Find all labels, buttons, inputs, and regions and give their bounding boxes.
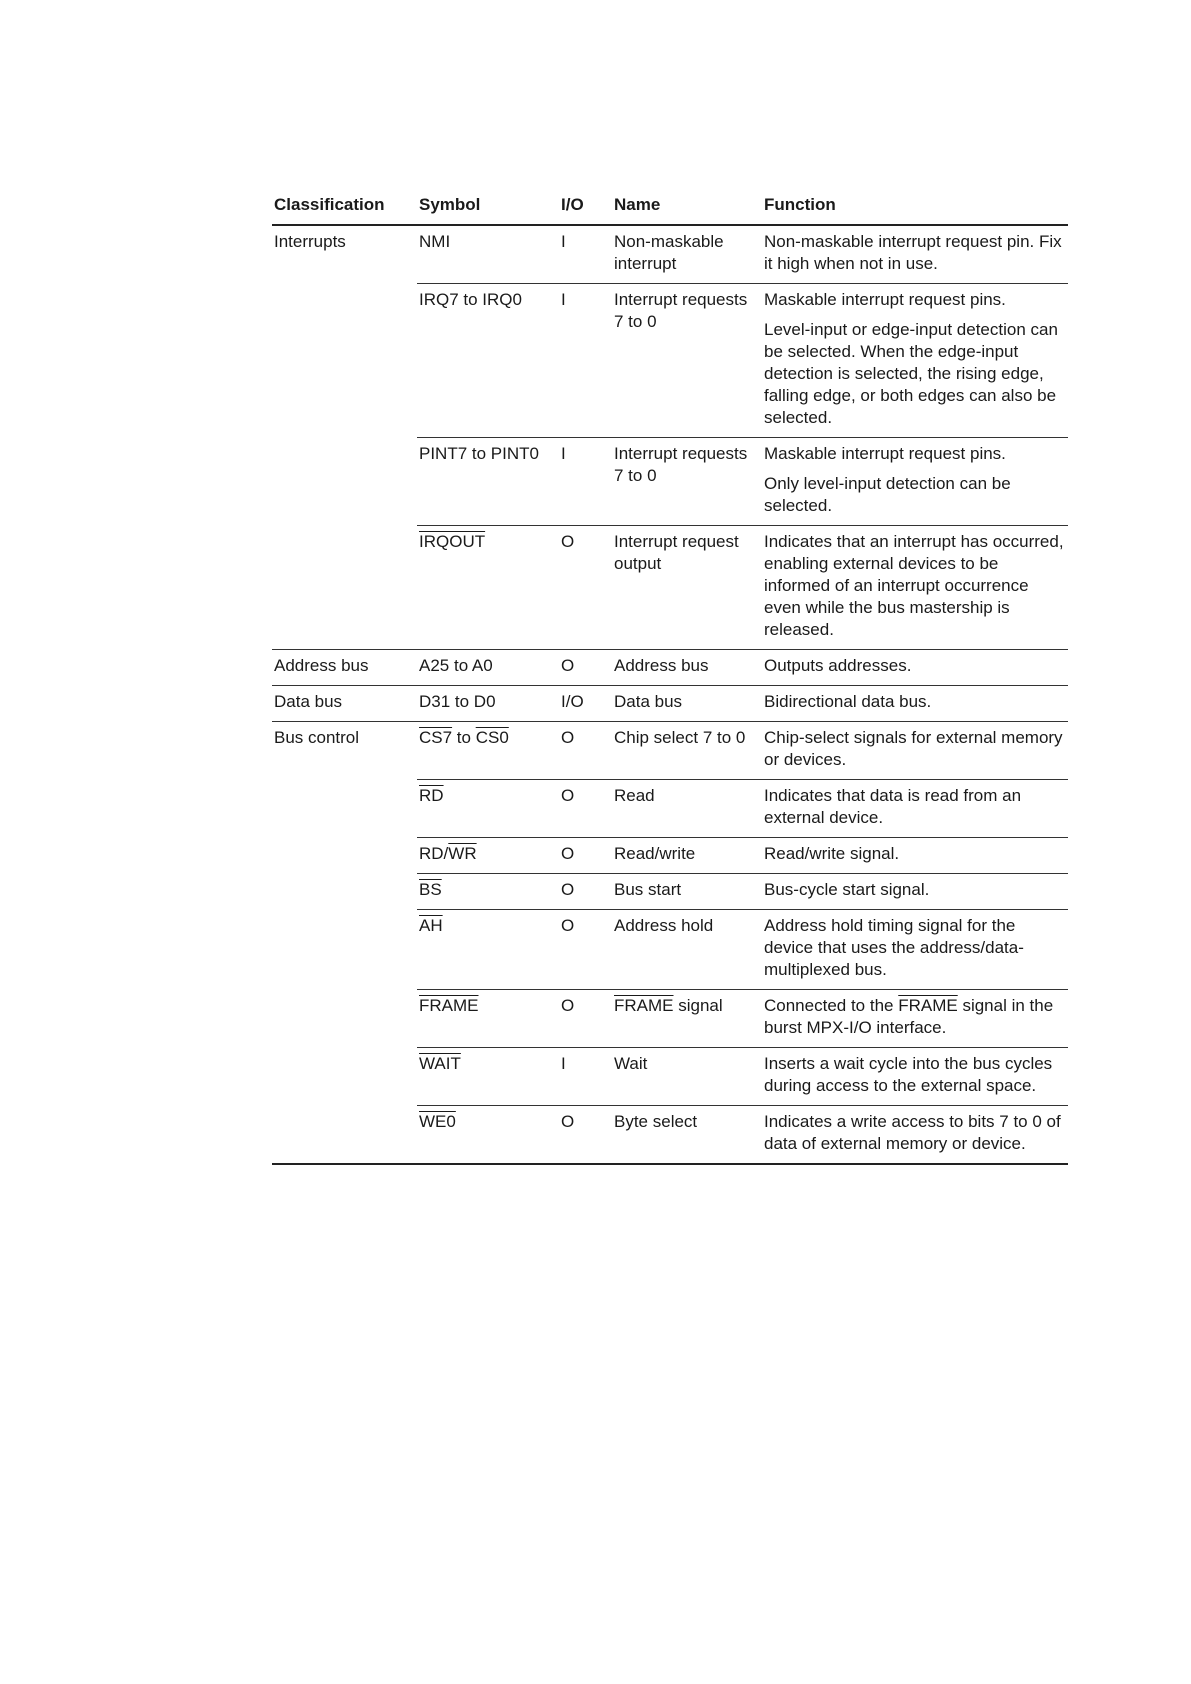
cell-function: Bus-cycle start signal.	[762, 874, 1068, 910]
cell-symbol	[417, 990, 559, 1048]
active-low-symbol: CS7	[419, 728, 453, 747]
cell-function: Non-maskable interrupt request pin. Fix it high when not in use.	[762, 225, 1068, 284]
cell-name	[612, 990, 762, 1048]
active-low-symbol: $\overline{BS}$	[419, 880, 442, 899]
active-low-symbol: WAIT	[419, 1054, 461, 1073]
symbol-part: RD/	[419, 844, 449, 863]
cell-name: Chip select 7 to 0	[612, 722, 762, 780]
cell-classification: Interrupts	[272, 225, 417, 284]
cell-name: Data bus	[612, 686, 762, 722]
cell-function: Address hold timing signal for the device that uses the address/data-multiplexed bus.	[762, 910, 1068, 990]
cell-io: O	[559, 874, 612, 910]
cell-symbol	[417, 526, 559, 650]
cell-io: O	[559, 838, 612, 874]
cell-classification	[272, 990, 417, 1048]
cell-symbol: NMI	[417, 225, 559, 284]
active-low-symbol: $\overline{WR}$	[448, 844, 477, 863]
cell-function: Outputs addresses.	[762, 650, 1068, 686]
cell-symbol	[417, 780, 559, 838]
cell-symbol	[417, 1048, 559, 1106]
function-part: signal in the burst MPX-I/O interface.	[764, 996, 1054, 1037]
function-line: Maskable interrupt request pins.	[764, 444, 1006, 463]
cell-name: Interrupt requests 7 to 0	[612, 284, 762, 438]
header-symbol: Symbol	[417, 188, 559, 225]
cell-name: Wait	[612, 1048, 762, 1106]
function-line: Level-input or edge-input detection can be selected. When the edge-input detection is selected, the rising edge, falling edge, or both edges can also be selected.	[764, 320, 1058, 427]
cell-name: Address bus	[612, 650, 762, 686]
pin-function-table-page	[272, 188, 1068, 1165]
active-low-symbol: $\overline{RD}$	[419, 786, 444, 805]
cell-io: O	[559, 1106, 612, 1165]
function-line: Maskable interrupt request pins.	[764, 290, 1006, 309]
cell-classification	[272, 1106, 417, 1165]
cell-function: Indicates a write access to bits 7 to 0 of data of external memory or device.	[762, 1106, 1068, 1165]
table-row	[272, 838, 1068, 874]
table-row	[272, 438, 1068, 526]
table-row	[272, 1048, 1068, 1106]
cell-classification: Bus control	[272, 722, 417, 780]
cell-io: O	[559, 650, 612, 686]
cell-function	[762, 438, 1068, 526]
cell-name: Interrupt requests 7 to 0	[612, 438, 762, 526]
cell-symbol: PINT7 to PINT0	[417, 438, 559, 526]
cell-symbol: IRQ7 to IRQ0	[417, 284, 559, 438]
cell-io: O	[559, 990, 612, 1048]
active-low-symbol: FRAME	[898, 996, 958, 1015]
cell-io: I	[559, 1048, 612, 1106]
cell-classification	[272, 284, 417, 438]
table-row	[272, 526, 1068, 650]
cell-name: Address hold	[612, 910, 762, 990]
table-header-row	[272, 188, 1068, 225]
cell-classification: Data bus	[272, 686, 417, 722]
cell-name: Byte select	[612, 1106, 762, 1165]
cell-name: Non-maskable interrupt	[612, 225, 762, 284]
cell-name: Read	[612, 780, 762, 838]
table-row	[272, 990, 1068, 1048]
cell-symbol	[417, 910, 559, 990]
cell-classification	[272, 910, 417, 990]
cell-symbol	[417, 722, 559, 780]
cell-io: O	[559, 722, 612, 780]
active-low-symbol: $\overline{AH}$	[419, 916, 443, 935]
cell-function	[762, 990, 1068, 1048]
table-row	[272, 1106, 1068, 1165]
cell-symbol	[417, 838, 559, 874]
cell-classification	[272, 874, 417, 910]
cell-io: O	[559, 526, 612, 650]
cell-io: I	[559, 438, 612, 526]
cell-function: Chip-select signals for external memory or devices.	[762, 722, 1068, 780]
active-low-symbol: WE0	[419, 1112, 456, 1131]
pin-function-table	[272, 188, 1068, 1165]
table-row	[272, 874, 1068, 910]
table-row	[272, 650, 1068, 686]
cell-function: Indicates that an interrupt has occurred, enabling external devices to be informed of an interrupt occurrence even while the bus mastership is released.	[762, 526, 1068, 650]
cell-classification	[272, 838, 417, 874]
cell-classification	[272, 780, 417, 838]
cell-symbol: A25 to A0	[417, 650, 559, 686]
cell-function	[762, 284, 1068, 438]
table-row	[272, 686, 1068, 722]
cell-function: Inserts a wait cycle into the bus cycles during access to the external space.	[762, 1048, 1068, 1106]
table-row	[272, 780, 1068, 838]
cell-classification	[272, 1048, 417, 1106]
cell-symbol	[417, 1106, 559, 1165]
table-row	[272, 910, 1068, 990]
cell-symbol: D31 to D0	[417, 686, 559, 722]
cell-function: Indicates that data is read from an external device.	[762, 780, 1068, 838]
table-row	[272, 722, 1068, 780]
header-io: I/O	[559, 188, 612, 225]
cell-classification	[272, 438, 417, 526]
cell-io: O	[559, 780, 612, 838]
cell-name: Bus start	[612, 874, 762, 910]
symbol-connector: to	[452, 728, 476, 747]
header-function: Function	[762, 188, 1068, 225]
header-classification: Classification	[272, 188, 417, 225]
active-low-symbol: FRAME	[614, 996, 674, 1015]
header-name: Name	[612, 188, 762, 225]
cell-function: Read/write signal.	[762, 838, 1068, 874]
cell-symbol	[417, 874, 559, 910]
cell-name: Read/write	[612, 838, 762, 874]
function-line: Only level-input detection can be selected.	[764, 474, 1011, 515]
cell-function: Bidirectional data bus.	[762, 686, 1068, 722]
active-low-symbol: CS0	[475, 728, 509, 747]
name-part: signal	[673, 996, 723, 1015]
active-low-symbol: FRAME	[419, 996, 479, 1015]
cell-io: I/O	[559, 686, 612, 722]
cell-io: I	[559, 284, 612, 438]
table-row	[272, 225, 1068, 284]
active-low-symbol: IRQOUT	[419, 532, 486, 551]
cell-io: O	[559, 910, 612, 990]
table-row	[272, 284, 1068, 438]
cell-io: I	[559, 225, 612, 284]
cell-classification	[272, 526, 417, 650]
cell-name: Interrupt request output	[612, 526, 762, 650]
function-part: Connected to the	[764, 996, 899, 1015]
cell-classification: Address bus	[272, 650, 417, 686]
